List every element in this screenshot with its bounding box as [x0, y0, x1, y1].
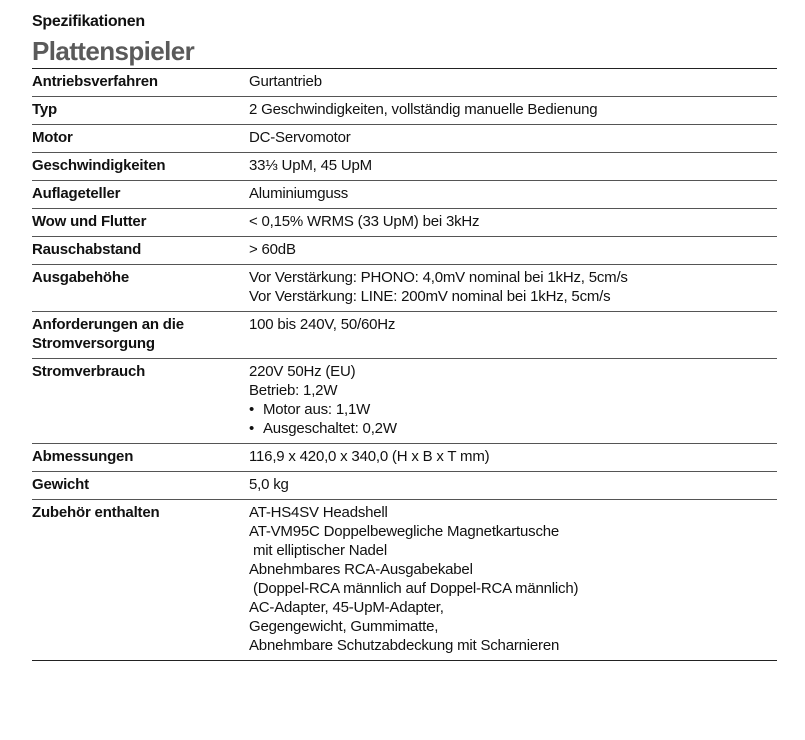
spec-value-line: Aluminiumguss	[249, 185, 349, 202]
spec-label: Rauschabstand	[32, 241, 142, 258]
spec-bullet-text: Motor aus: 1,1W	[263, 401, 371, 418]
spec-value	[249, 447, 777, 466]
spec-value-line: Betrieb: 1,2W	[249, 382, 338, 399]
spec-label: Stromverbrauch	[32, 363, 146, 380]
spec-row	[32, 444, 777, 472]
spec-label: Wow und Flutter	[32, 213, 147, 230]
spec-label: Zubehör enthalten	[32, 504, 160, 521]
spec-value-line: AC-Adapter, 45-UpM-Adapter,	[249, 599, 444, 616]
spec-label: Abmessungen	[32, 448, 134, 465]
spec-value	[249, 475, 777, 494]
spec-bullet-text: Ausgeschaltet: 0,2W	[263, 420, 397, 437]
spec-value-line: > 60dB	[249, 241, 296, 258]
spec-value	[249, 268, 777, 306]
spec-value-line: DC-Servomotor	[249, 129, 351, 146]
spec-value-line: Abnehmbares RCA-Ausgabekabel	[249, 561, 473, 578]
spec-label: Antriebsverfahren	[32, 73, 158, 90]
spec-row	[32, 265, 777, 312]
spec-row	[32, 153, 777, 181]
spec-value-line: 33⅓ UpM, 45 UpM	[249, 157, 372, 174]
spec-value	[249, 503, 777, 655]
section-title: Spezifikationen	[32, 13, 145, 30]
spec-value	[249, 156, 777, 175]
spec-label: Motor	[32, 129, 73, 146]
spec-value-line: 100 bis 240V, 50/60Hz	[249, 316, 396, 333]
spec-value-line: Vor Verstärkung: LINE: 200mV nominal bei 1kHz, 5cm/s	[249, 288, 611, 305]
spec-row	[32, 500, 777, 661]
spec-label: Typ	[32, 101, 57, 118]
bullet-icon: •	[249, 401, 255, 418]
spec-value-line: 5,0 kg	[249, 476, 289, 493]
spec-row	[32, 209, 777, 237]
spec-value-line: AT-VM95C Doppelbewegliche Magnetkartusche	[249, 523, 560, 540]
spec-value-line: Gurtantrieb	[249, 73, 322, 90]
spec-label: Geschwindigkeiten	[32, 157, 166, 174]
spec-value-line: < 0,15% WRMS (33 UpM) bei 3kHz	[249, 213, 480, 230]
spec-value	[249, 362, 777, 438]
bullet-icon: •	[249, 420, 255, 437]
spec-row	[32, 125, 777, 153]
spec-row	[32, 359, 777, 444]
spec-value	[249, 240, 777, 259]
spec-value-line: Gegengewicht, Gummimatte,	[249, 618, 439, 635]
spec-value-line: Abnehmbare Schutzabdeckung mit Scharnieren	[249, 637, 560, 654]
spec-value	[249, 212, 777, 231]
spec-value	[249, 184, 777, 203]
spec-label: Gewicht	[32, 476, 89, 493]
spec-value	[249, 100, 777, 119]
spec-value-line: (Doppel-RCA männlich auf Doppel-RCA männlich)	[249, 580, 579, 597]
spec-row	[32, 312, 777, 359]
spec-label: Auflageteller	[32, 185, 121, 202]
spec-bullet-item	[249, 400, 777, 419]
spec-value-line: AT-HS4SV Headshell	[249, 504, 388, 521]
spec-value	[249, 315, 777, 353]
spec-label: Ausgabehöhe	[32, 269, 129, 286]
spec-value-line: 2 Geschwindigkeiten, vollständig manuelle Bedienung	[249, 101, 598, 118]
spec-row	[32, 97, 777, 125]
spec-value	[249, 128, 777, 147]
spec-bullet-item	[249, 419, 777, 438]
spec-row	[32, 237, 777, 265]
spec-row	[32, 181, 777, 209]
spec-row	[32, 69, 777, 97]
spec-value	[249, 72, 777, 91]
product-title: Plattenspieler	[32, 36, 195, 66]
spec-table	[32, 68, 777, 661]
spec-value-line: Vor Verstärkung: PHONO: 4,0mV nominal bei 1kHz, 5cm/s	[249, 269, 628, 286]
spec-value-line: 116,9 x 420,0 x 340,0 (H x B x T mm)	[249, 448, 490, 465]
spec-value-line: 220V 50Hz (EU)	[249, 363, 356, 380]
spec-value-line: mit elliptischer Nadel	[249, 542, 387, 559]
spec-label: Anforderungen an die Stromversorgung	[32, 316, 184, 352]
spec-row	[32, 472, 777, 500]
